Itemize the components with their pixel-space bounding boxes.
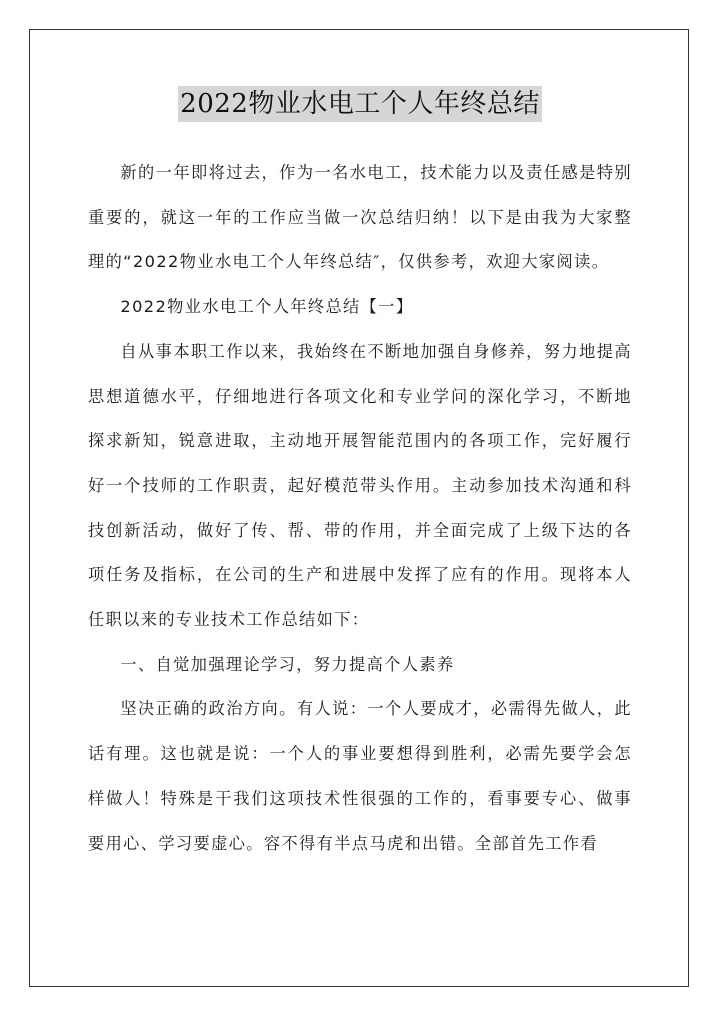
paragraph-political-direction: 坚决正确的政治方向。有人说：一个人要成才，必需得先做人，此话有理。这也就是说：一个人的事业要想得到胜利，必需先要学会怎样做人！特殊是干我们这项技术性很强的工作的，看事要专心、做事要用心、学习要虚心。容不得有半点马虎和出错。全部首先工作看 [88, 699, 632, 853]
subheading-theory-study: 一、自觉加强理论学习，努力提高个人素养 [120, 654, 455, 674]
paragraph-overview: 自从事本职工作以来，我始终在不断地加强自身修养，努力地提高思想道德水平，仔细地进行各项文化和专业学问的深化学习，不断地探求新知，锐意进取，主动地开展智能范围内的各项工作，完好履行好一个技师的工作职责，起好模范带头作用。主动参加技术沟通和科技创新活动，做好了传、帮、带的作用，并全面完成了上级下达的各项任务及指标，在公司的生产和进展中发挥了应有的作用。现将本人任职以来的专业技术工作总结如下： [88, 341, 632, 630]
document-title: 2022物业水电工个人年终总结 [178, 86, 542, 122]
document-body [88, 151, 632, 866]
paragraph-intro: 新的一年即将过去，作为一名水电工，技术能力以及责任感是特别重要的，就这一年的工作应当做一次总结归纳！以下是由我为大家整理的“2022物业水电工个人年终总结″，仅供参考，欢迎大家阅读。 [88, 163, 632, 272]
title-container [0, 86, 720, 122]
section-heading-one: 2022物业水电工个人年终总结【一】 [120, 297, 414, 317]
